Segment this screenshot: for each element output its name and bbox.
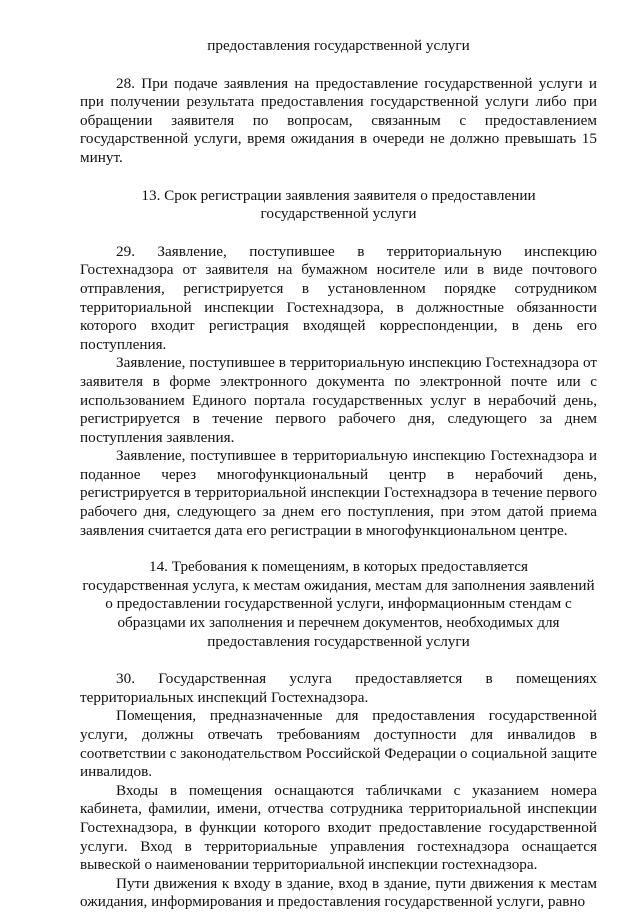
paragraph-30-entrances: Входы в помещения оснащаются табличками с указанием номера кабинета, фамилии, имени, отчества сотрудника территориальной инспекции Гостехнадзора, в функции которого входит предоставление государственной услуги. Вход в территориальные управления гостехнадзора оснащается вывеской о наименовании территориальной инспекции гостехнадзора. — [80, 781, 597, 874]
paragraph-28: 28. При подаче заявления на предоставление государственной услуги и при получении результата предоставления государственной услуги либо при обращении заявителя по вопросам, связанным с предоставлением государственной услуги, время ожидания в очереди не должно превышать 15 минут. — [80, 74, 597, 166]
continued-section-heading: предоставления государственной услуги — [207, 37, 470, 54]
page-content — [80, 0, 597, 912]
section-13-heading — [80, 187, 597, 224]
paragraph-29-mfc: Заявление, поступившее в территориальную инспекцию Гостехнадзора и поданное через многофункциональный центр в нерабочий день, регистрируется в территориальной инспекции Гостехнадзора в течение первого рабочего дня, следующего за днем его поступления, при этом датой приема заявления считается дата его регистрации в многофункциональном центре. — [80, 447, 597, 539]
paragraph-29-electronic: Заявление, поступившее в территориальную инспекцию Гостехнадзора от заявителя в форме электронного документа по электронной почте или с использованием Единого портала государственных услуг в нерабочий день, регистрируется в течение первого рабочего дня, следующего за днем поступления заявления. — [80, 354, 597, 446]
paragraph-30: 30. Государственная услуга предоставляется в помещениях территориальных инспекций Гостехнадзора. — [80, 670, 597, 706]
section-14-heading-line-4: образцами их заполнения и перечнем документов, необходимых для — [117, 614, 560, 632]
section-14-heading-line-2: государственная услуга, к местам ожидания, местам для заполнения заявлений — [82, 576, 595, 594]
section-13-heading-line-1: 13. Срок регистрации заявления заявителя о предоставлении — [141, 186, 536, 204]
section-14-heading-line-1: 14. Требования к помещениям, в которых предоставляется — [148, 558, 528, 576]
section-14-heading-line-5: предоставления государственной услуги — [207, 632, 470, 650]
paragraph-30-routes: Пути движения к входу в здание, вход в здание, пути движения к местам ожидания, информирования и предоставления государственной услуги, равно — [80, 874, 597, 911]
section-14-heading-line-3: о предоставлении государственной услуги, информационным стендам с — [105, 595, 572, 613]
section-13-heading-line-2: государственной услуги — [260, 205, 417, 223]
paragraph-30-accessibility: Помещения, предназначенные для предоставления государственной услуги, должны отвечать требованиям доступности для инвалидов в соответствии с законодательством Российской Федерации о социальной защите инвалидов. — [80, 707, 597, 781]
section-14-heading — [80, 558, 597, 651]
paragraph-29: 29. Заявление, поступившее в территориальную инспекцию Гостехнадзора от заявителя на бумажном носителе или в виде почтового отправления, регистрируется в установленном порядке сотрудником территориальной инспекции Гостехнадзора, в должностные обязанности которого входит регистрация входящей корреспонденции, в день его поступления. — [80, 242, 597, 353]
